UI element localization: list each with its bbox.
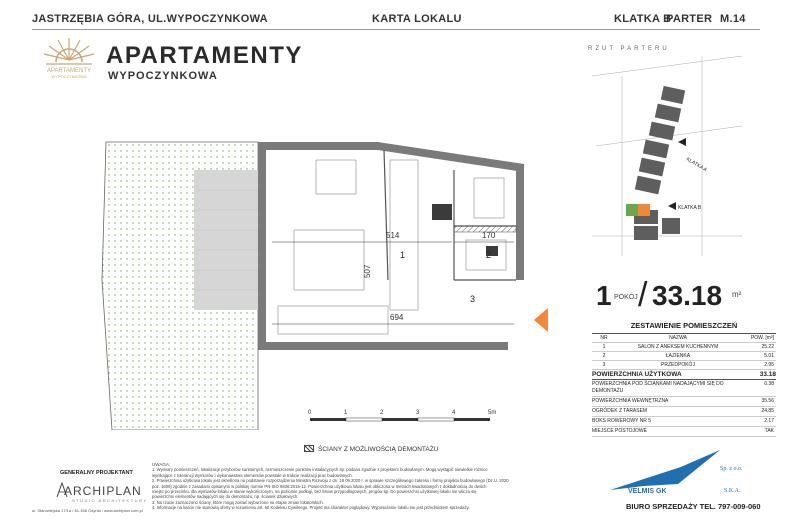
- summary-slash: /: [638, 276, 648, 314]
- note-line: miejsc po przecinku, dla wymiarów lokalu w stanie wykończonym, na poziomie podłogi, bez listew przypodłogowych, progów itp. Do powierzchni użytkowej lokalu nie wlicza się: [152, 489, 477, 495]
- scale-bar: [310, 418, 490, 421]
- notes-header: UWAGA:: [152, 462, 171, 467]
- garden-marker: [626, 204, 638, 216]
- unit-marker: [638, 204, 650, 216]
- extra-row: MIEJSCE POSTOJOWE TAK: [592, 427, 776, 437]
- note-line: powierzchni elementów nadających się do demontażu, np. ścianek działowych.: [152, 494, 299, 500]
- note-line: 2. Powierzchnia użytkowa lokalu jest określona na podstawie rozporządzenia Ministra Rozwoju z dn. 18.09.2020 r. w sprawie szczegółowego zakresu i formy projektu budowlanego (Dz.U. 2020: [152, 478, 509, 484]
- note-line: 4. Informacje na karcie nie stanowią oferty w rozumieniu art. 66 Kodeksu Cywilnego. Projekt ma charakter poglądowy. Wyposażenie lokalu nie jest przedmiotem sprzedaży.: [152, 505, 470, 511]
- extra-row: POWIERZCHNIA POD ŚCIANKAMI NADAJĄCYMI SIĘ DO DEMONTAŻU 0.38: [592, 380, 776, 397]
- svg-text:VELMIS GK: VELMIS GK: [628, 488, 667, 495]
- svg-text:507: 507: [363, 264, 372, 278]
- architect-address: ul. Starowiejska 17/1a / 81-356 Gdynia / www.archiplan.com.pl: [32, 508, 143, 513]
- svg-text:514: 514: [386, 231, 400, 240]
- table-row: 2 ŁAZIENKA 5.01: [592, 352, 776, 361]
- room-1-label: 1: [400, 250, 406, 260]
- brand-name: APARTAMENTY: [106, 42, 303, 69]
- brand-subtitle: WYPOCZYNKOWA: [108, 70, 218, 82]
- legend-text: ŚCIANY Z MOŻLIWOŚCIĄ DEMONTAŻU: [318, 446, 439, 453]
- floor-plan: [94, 130, 564, 430]
- architect-label: GENERALNY PROJEKTANT: [60, 470, 133, 476]
- unit-label: M.14: [720, 13, 746, 25]
- terrace: [194, 170, 258, 310]
- extra-row: OGRÓDEK Z TARASEM 24.85: [592, 407, 776, 417]
- total-area: 33.18: [652, 280, 723, 311]
- architect-name: ARCHIPLAN: [64, 484, 142, 498]
- svg-text:APARTAMENTY: APARTAMENTY: [46, 68, 92, 74]
- svg-text:KLATKA A: KLATKA A: [685, 156, 708, 174]
- table-row: 3 PRZEDPOKÓJ 2.95: [592, 361, 776, 370]
- entry-arrow-icon: [534, 308, 548, 332]
- svg-text:5m: 5m: [488, 410, 497, 416]
- svg-text:4: 4: [452, 410, 456, 416]
- svg-text:1: 1: [344, 410, 348, 416]
- architect-subtitle: STUDIO ARCHITEKTURY: [72, 498, 148, 503]
- sun-logo-icon: [36, 34, 102, 90]
- svg-text:S.K.A.: S.K.A.: [724, 488, 741, 494]
- note-line: wynikające z tolerancji wymiarów i wykonawstwa elementów powstałe w trakcie realizacji prac budowlanych.: [152, 472, 353, 478]
- room-3-label: 3: [470, 294, 476, 304]
- svg-text:Sp. z o.o.: Sp. z o.o.: [720, 466, 743, 472]
- notes: [152, 462, 576, 511]
- hatch-legend-icon: [304, 445, 314, 452]
- room-2-label: 2: [486, 250, 492, 260]
- location-text: JASTRZĘBIA GÓRA, UL.WYPOCZYNKOWA: [32, 13, 268, 25]
- site-plan-title: RZUT PARTERU: [588, 46, 670, 52]
- card-title: KARTA LOKALU: [372, 13, 462, 25]
- floor-label: PARTER: [666, 13, 713, 25]
- usable-area-row: POWIERZCHNIA UŻYTKOWA 33.18: [592, 371, 776, 378]
- site-plan: [582, 36, 752, 276]
- table-header: NR NAZWA POW. [m²]: [592, 334, 776, 343]
- extra-row: POWIERZCHNIA WEWNĘTRZNA 35.56: [592, 397, 776, 407]
- svg-text:KLATKA B: KLATKA B: [678, 205, 702, 211]
- area-unit: m²: [732, 290, 742, 299]
- svg-text:2: 2: [380, 410, 384, 416]
- rooms-table: [592, 320, 776, 437]
- note-line: 1. Wymiary pomieszczeń, lokalizacje przyborów sanitarnych, rozmieszczenie punktów instalacyjnych itp. podano zgodnie z projektem budowlanym. Mogą wystąpić niewielkie różnice: [152, 467, 488, 473]
- table-row: 1 SALON Z ANEKSEM KUCHENNYM 25.22: [592, 343, 776, 352]
- table-title: ZESTAWIENIE POMIESZCZEŃ: [592, 320, 776, 334]
- stair-label: KLATKA B: [614, 13, 672, 25]
- extra-row: BOKS ROWEROWY NR 5 2.17: [592, 417, 776, 427]
- svg-text:170: 170: [482, 231, 496, 240]
- svg-text:WYPOCZYNKOWA: WYPOCZYNKOWA: [51, 74, 87, 79]
- note-line: 3. Na rzucie zaznaczono ściany, które mogą zostać wyburzone na etapie zmian lokatorskich.: [152, 499, 324, 505]
- svg-text:0: 0: [308, 410, 312, 416]
- rooms-label: POKÓJ: [614, 294, 638, 301]
- svg-text:694: 694: [390, 313, 404, 322]
- note-line: poz. 1609) zgodnie z zasadami opisanymi w polskiej normie PN-ISO 9836:2015-12. Powierzchnia użytkowa lokalu jest obliczona w metrach kwadratowych z dokładnością do dwóch: [152, 483, 487, 489]
- velmis-logo: [600, 446, 750, 498]
- header-bar: [32, 10, 760, 30]
- sales-office-phone: BIURO SPRZEDAŻY TEL. 797-009-060: [626, 502, 761, 511]
- rooms-count: 1: [596, 280, 612, 311]
- svg-text:3: 3: [416, 410, 420, 416]
